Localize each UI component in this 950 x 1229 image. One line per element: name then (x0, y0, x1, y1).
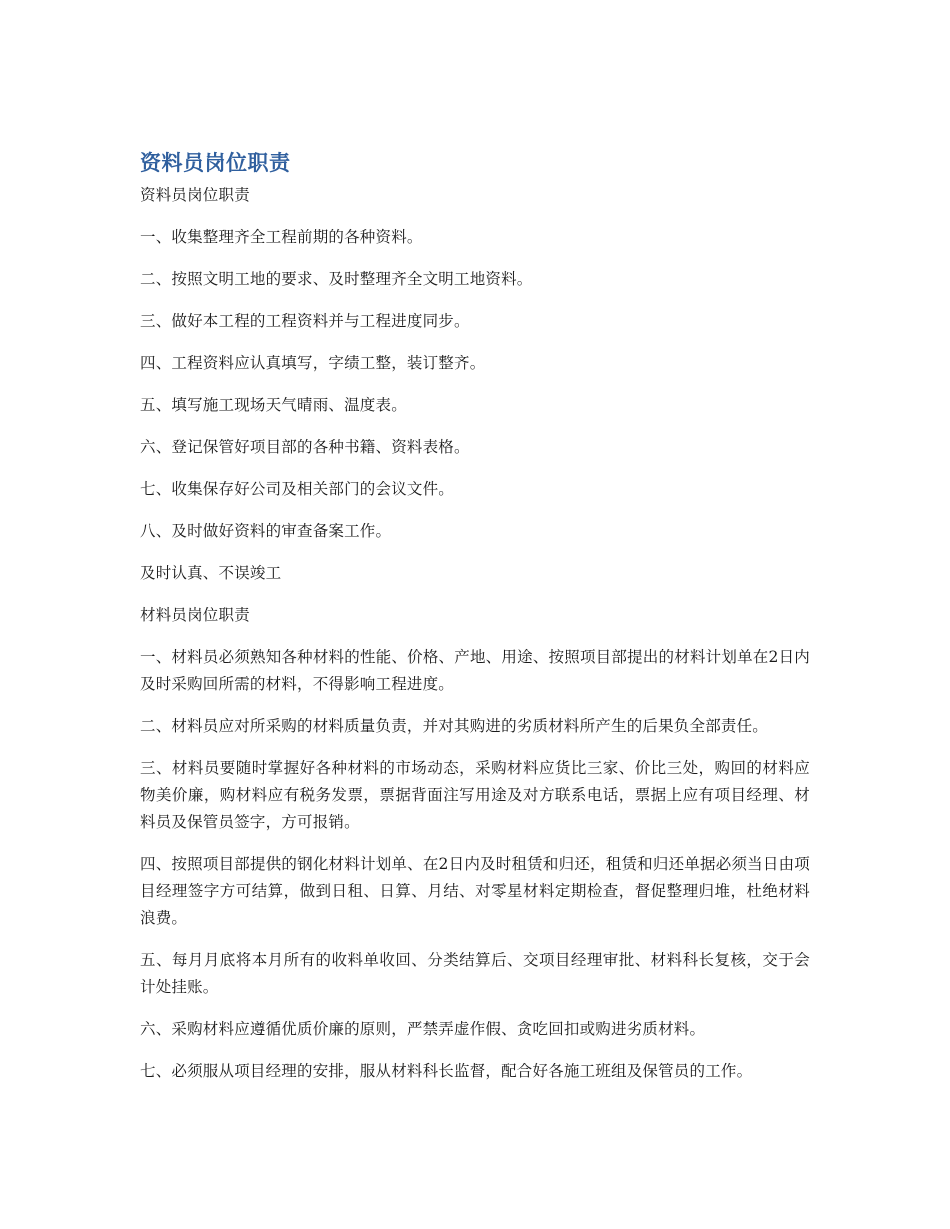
paragraph: 七、收集保存好公司及相关部门的会议文件。 (140, 480, 455, 498)
paragraph: 八、及时做好资料的审查备案工作。 (140, 522, 392, 540)
paragraph: 二、按照文明工地的要求、及时整理齐全文明工地资料。 (140, 270, 533, 288)
paragraph: 三、做好本工程的工程资料并与工程进度同步。 (140, 312, 470, 330)
paragraph: 一、材料员必须熟知各种材料的性能、价格、产地、用途、按照项目部提出的材料计划单在2日内及时采购回所需的材料，不得影响工程进度。 (140, 648, 810, 693)
document-page (140, 148, 810, 1100)
document-title: 资料员岗位职责 (140, 151, 291, 175)
paragraph: 六、采购材料应遵循优质价廉的原则，严禁弄虚作假、贪吃回扣或购进劣质材料。 (140, 1020, 706, 1038)
paragraph: 七、必须服从项目经理的安排，服从材料科长监督，配合好各施工班组及保管员的工作。 (140, 1062, 753, 1080)
paragraph: 三、材料员要随时掌握好各种材料的市场动态，采购材料应货比三家、价比三处，购回的材料应物美价廉，购材料应有税务发票，票据背面注写用途及对方联系电话，票据上应有项目经理、材料员及保管员签字，方可报销。 (140, 759, 810, 831)
paragraph: 及时认真、不误竣工 (140, 564, 282, 582)
paragraph: 资料员岗位职责 (140, 186, 250, 204)
paragraph: 六、登记保管好项目部的各种书籍、资料表格。 (140, 438, 470, 456)
paragraph: 二、材料员应对所采购的材料质量负责，并对其购进的劣质材料所产生的后果负全部责任。 (140, 717, 769, 735)
paragraph: 五、每月月底将本月所有的收料单收回、分类结算后、交项目经理审批、材料科长复核，交于会计处挂账。 (140, 951, 810, 996)
section-heading: 材料员岗位职责 (140, 606, 250, 624)
paragraph: 四、按照项目部提供的钢化材料计划单、在2日内及时租赁和归还，租赁和归还单据必须当日由项目经理签字方可结算，做到日租、日算、月结、对零星材料定期检查，督促整理归堆，杜绝材料浪费。 (140, 855, 810, 927)
paragraph: 一、收集整理齐全工程前期的各种资料。 (140, 228, 423, 246)
paragraph: 四、工程资料应认真填写，字绩工整，装订整齐。 (140, 354, 486, 372)
paragraph: 五、填写施工现场天气晴雨、温度表。 (140, 396, 407, 414)
